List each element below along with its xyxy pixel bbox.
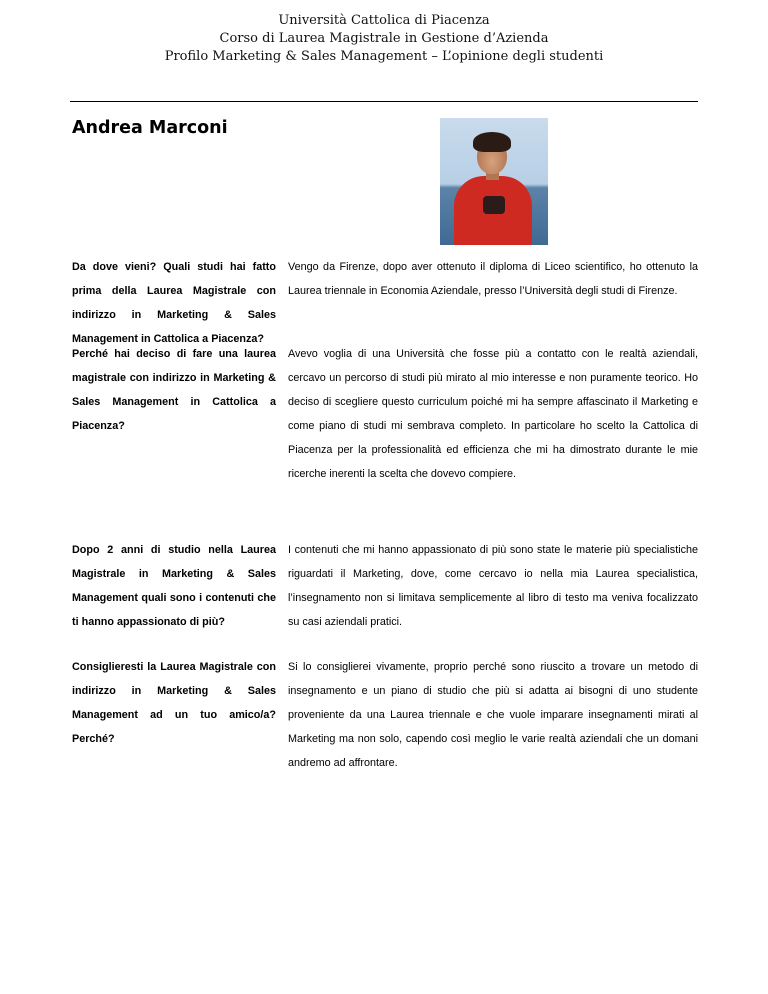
answer-2: Avevo voglia di una Università che fosse più a contatto con le realtà aziendali, cercavo un percorso di studi più mirato al mio interesse e non puramente teorico. Ho deciso di scegliere questo curriculum poiché mi ha sempre affascinato il Marketing e come piano di studi mi sembrava completo. In particolare ho scelto la Cattolica di Piacenza per la professionalità ed efficienza che mi ha dimostrato durante le mie ricerche inerenti la scelta che dovevo compiere. [288,348,698,480]
header-profile: Profilo Marketing & Sales Management – L’opinione degli studenti [164,49,604,64]
photo-hair [473,132,511,152]
question-4: Consiglieresti la Laurea Magistrale con indirizzo in Marketing & Sales Management ad un tuo amico/a? Perché? [72,661,276,745]
question-3: Dopo 2 anni di studio nella Laurea Magistrale in Marketing & Sales Management quali sono i contenuti che ti hanno appassionato di più? [72,544,276,628]
header-course: Corso di Laurea Magistrale in Gestione d’Azienda [219,31,549,46]
page-header [70,12,698,66]
header-divider [70,101,698,102]
question-2: Perché hai deciso di fare una laurea magistrale con indirizzo in Marketing & Sales Management in Cattolica a Piacenza? [72,348,276,432]
header-university: Università Cattolica di Piacenza [278,13,490,28]
student-name: Andrea Marconi [72,118,228,138]
answer-1: Vengo da Firenze, dopo aver ottenuto il diploma di Liceo scientifico, ho ottenuto la Laurea triennale in Economia Aziendale, presso l’Università degli studi di Firenze. [288,261,698,297]
answer-4: Si lo consiglierei vivamente, proprio perché sono riuscito a trovare un metodo di insegnamento e un piano di studio che più si adatta ai bisogni di uno studente proveniente da una Laurea triennale e che vuole imparare insegnamenti mirati al Marketing ma non solo, capendo così meglio le varie realtà aziendali che un domani andremo ad affrontare. [288,661,698,769]
photo-shirt-print [483,196,505,214]
answer-3: I contenuti che mi hanno appassionato di più sono state le materie più specialistiche riguardati il Marketing, dove, come cercavo io nella mia Laurea specialistica, l’insegnamento non si limitava semplicemente al libro di testo ma veniva focalizzato su casi aziendali pratici. [288,544,698,628]
question-1: Da dove vieni? Quali studi hai fatto prima della Laurea Magistrale con indirizzo in Marketing & Sales Management in Cattolica a Piacenza? [72,261,276,345]
student-photo [440,118,548,245]
